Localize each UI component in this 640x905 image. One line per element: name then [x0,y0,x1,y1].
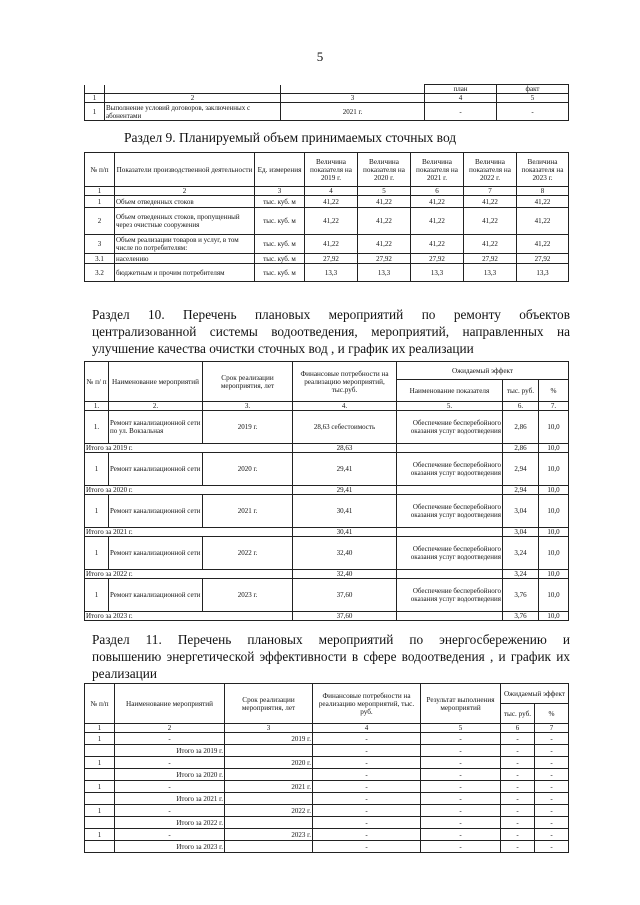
term: 2022 г. [203,537,293,570]
value: 13,3 [305,264,358,282]
empty-value: - [421,781,501,793]
value: 13,3 [411,264,464,282]
num: 5 [497,94,569,103]
table-row [85,793,569,805]
column-header: Показатели производственной деятельности [115,153,255,187]
value: 13,3 [464,264,517,282]
value: 41,22 [305,196,358,208]
table-row [85,757,569,769]
cell [85,817,115,829]
row-number: 1 [85,196,115,208]
empty-value: - [501,745,535,757]
table-row [85,208,569,235]
total-label: Итого за 2019 г. [115,745,225,757]
empty-value: - [535,817,569,829]
table-row [85,411,569,444]
total-pct: 10,0 [539,612,569,621]
total-label: Итого за 2022 г. [85,570,293,579]
cell [85,841,115,853]
empty-value: - [313,733,421,745]
table-row [85,745,569,757]
section11-table: № п/п Наименование мероприятий Срок реализации мероприятия, лет Финансовые потребности на реализацию мероприятий, тыс. руб. Результат выполнения мероприятий Ожидаемый эффект тыс. руб. % 1 2 3 4 5 6 7 1 - 2019 г. - - - - Итого за 2019 г. - - - - 1 - 2020 г. - - - - Итого за 2020 г. - - - - 1 - 2021 г. - - - - Итого за 2021 г. - - - - 1 - 2022 г. - - - - Итого за 2022 г. - - - - 1 - 2023 г. - - - - Итого за 2023 г. - - - - [84,683,569,853]
column-header: Величина показателя на 2023 г. [517,153,569,187]
value: 27,92 [358,254,411,264]
effect-thous: 2,94 [503,453,539,486]
total-label: Итого за 2023 г. [115,841,225,853]
table-row [85,254,569,264]
row-number: 1. [85,411,109,444]
column-header: Величина показателя на 2019 г. [305,153,358,187]
cell [225,745,313,757]
value: 41,22 [464,196,517,208]
table-row [85,579,569,612]
table-row [85,453,569,486]
unit: тыс. куб. м [255,196,305,208]
indicator-name: Объем отведенных стоков [115,196,255,208]
table-row [85,733,569,745]
cell [85,745,115,757]
empty-value: - [535,793,569,805]
value: 13,3 [517,264,569,282]
table-row [85,444,569,453]
empty-value: - [501,769,535,781]
measure-name: - [115,757,225,769]
unit: тыс. куб. м [255,208,305,235]
total-label: Итого за 2021 г. [85,528,293,537]
cell [85,769,115,781]
value: 41,22 [411,196,464,208]
total-thous: 3,04 [503,528,539,537]
measure-name: - [115,733,225,745]
row-number: 1 [85,495,109,528]
term: 2022 г. [225,805,313,817]
column-number: 5. [397,402,503,411]
effect-indicator: Обеспечение бесперебойного оказания услуг водоотведения [397,579,503,612]
total-finance: 30,41 [293,528,397,537]
empty-value: - [313,817,421,829]
total-label: Итого за 2020 г. [115,769,225,781]
value: 27,92 [305,254,358,264]
empty-value: - [421,817,501,829]
value: 13,3 [358,264,411,282]
column-number: 2 [115,724,225,733]
total-label: Итого за 2021 г. [115,793,225,805]
indicator-name: бюджетным и прочим потребителям [115,264,255,282]
finance: 32,40 [293,537,397,570]
table-row: 1 Выполнение условий договоров, заключенных с абонентами 2021 г. - - [85,103,569,121]
section10-table: № п/ п Наименование мероприятий Срок реализации мероприятия, лет Финансовые потребности на реализацию мероприятий, тыс.руб. Ожидаемый эффект Наименование показателя тыс. руб. % 1. 2. 3. 4. 5. 6. 7. 1. Ремонт канализационной сети по ул. Вокзальная 2019 г. 28,63 себестоимость Обеспечение бесперебойного оказания услуг водоотведения 2,86 10,0 Итого за 2019 г. 28,63 2,86 10,0 1 Ремонт канализационной сети 2020 г. 29,41 Обеспечение бесперебойного оказания услуг водоотведения 2,94 10,0 Итого за 2020 г. 29,41 2,94 10,0 1 Ремонт канализационной сети 2021 г. 30,41 Обеспечение бесперебойного оказания услуг водоотведения 3,04 10,0 Итого за 2021 г. 30,41 3,04 10,0 1 Ремонт канализационной сети 2022 г. 32,40 Обеспечение бесперебойного оказания услуг водоотведения 3,24 10,0 Итого за 2022 г. 32,40 3,24 10,0 1 Ремонт канализационной сети 2023 г. 37,60 Обеспечение бесперебойного оказания услуг водоотведения 3,76 10,0 Итого за 2023 г. 37,60 3,76 10,0 [84,361,569,621]
row-number: 1 [85,537,109,570]
column-number: 5 [421,724,501,733]
section9-title: Раздел 9. Планируемый объем принимаемых сточных вод [124,130,457,145]
unit: тыс. куб. м [255,235,305,254]
value: 27,92 [517,254,569,264]
empty-value: - [501,757,535,769]
table-row [85,486,569,495]
cell [225,841,313,853]
term: 2020 г. [225,757,313,769]
value: 41,22 [517,235,569,254]
total-label: Итого за 2019 г. [85,444,293,453]
table-row [85,235,569,254]
value: 27,92 [464,254,517,264]
unit: тыс. куб. м [255,264,305,282]
effect-pct: 10,0 [539,453,569,486]
row-number: 2 [85,208,115,235]
top-table [84,84,569,121]
column-number: 3 [225,724,313,733]
table-row [85,805,569,817]
column-number: 7 [535,724,569,733]
value: 41,22 [411,235,464,254]
empty-value: - [535,805,569,817]
value: 41,22 [464,235,517,254]
unit: тыс. куб. м [255,254,305,264]
empty-value: - [501,781,535,793]
column-number: 1 [85,187,115,196]
empty-value: - [535,733,569,745]
column-number: 7. [539,402,569,411]
term: 2021 г. [225,781,313,793]
col-fact: факт [497,85,569,94]
row-number: 1 [85,781,115,793]
cell [397,612,503,621]
empty-value: - [501,733,535,745]
value: 41,22 [358,196,411,208]
section9-table [84,152,569,282]
empty-value: - [313,769,421,781]
row-number: 3 [85,235,115,254]
column-number: 1 [85,724,115,733]
cell [397,528,503,537]
measure-name: Ремонт канализационной сети по ул. Вокзальная [109,411,203,444]
term: 2019 г. [203,411,293,444]
finance: 29,41 [293,453,397,486]
value: 41,22 [411,208,464,235]
term: 2021 г. [203,495,293,528]
cell [225,817,313,829]
table-row [85,781,569,793]
effect-thous: 2,86 [503,411,539,444]
empty-value: - [313,793,421,805]
cell [397,444,503,453]
empty-value: - [421,841,501,853]
value: 41,22 [305,208,358,235]
total-finance: 29,41 [293,486,397,495]
finance: 28,63 себестоимость [293,411,397,444]
empty-value: - [313,829,421,841]
num: 3 [281,94,425,103]
table-row [85,528,569,537]
empty-value: - [535,841,569,853]
indicator-name: населению [115,254,255,264]
value: 41,22 [464,208,517,235]
table-row [85,769,569,781]
total-finance: 28,63 [293,444,397,453]
row-number: 3.2 [85,264,115,282]
empty-value: - [313,781,421,793]
empty-value: - [535,757,569,769]
indicator-name: Объем отведенных стоков, пропущенный через очистные сооружения [115,208,255,235]
empty-value: - [421,757,501,769]
effect-thous: 3,76 [503,579,539,612]
effect-indicator: Обеспечение бесперебойного оказания услуг водоотведения [397,495,503,528]
cell [225,793,313,805]
empty-value: - [313,841,421,853]
table-row [85,612,569,621]
finance: 37,60 [293,579,397,612]
empty-value: - [535,781,569,793]
empty-value: - [501,841,535,853]
column-number: 3 [255,187,305,196]
table-row [85,537,569,570]
empty-value: - [535,745,569,757]
column-number: 1. [85,402,109,411]
column-header: Величина показателя на 2021 г. [411,153,464,187]
total-thous: 3,76 [503,612,539,621]
measure-name: - [115,781,225,793]
term: 2023 г. [203,579,293,612]
cell [85,793,115,805]
table-row [85,829,569,841]
empty-value: - [501,793,535,805]
row-number: 1 [85,579,109,612]
effect-thous: 3,04 [503,495,539,528]
empty-value: - [421,769,501,781]
term: 2020 г. [203,453,293,486]
effect-indicator: Обеспечение бесперебойного оказания услуг водоотведения [397,537,503,570]
column-number: 6 [411,187,464,196]
column-number: 2 [115,187,255,196]
empty-value: - [313,805,421,817]
table-row [85,495,569,528]
value: 41,22 [517,208,569,235]
empty-value: - [501,829,535,841]
row-number: 1 [85,829,115,841]
column-number: 4. [293,402,397,411]
empty-value: - [313,745,421,757]
empty-value: - [421,829,501,841]
table-row [85,817,569,829]
empty-value: - [501,805,535,817]
effect-pct: 10,0 [539,537,569,570]
column-header: Величина показателя на 2020 г. [358,153,411,187]
measure-name: - [115,805,225,817]
total-thous: 2,94 [503,486,539,495]
value: 41,22 [517,196,569,208]
value: 41,22 [305,235,358,254]
column-number: 6 [501,724,535,733]
total-pct: 10,0 [539,528,569,537]
effect-indicator: Обеспечение бесперебойного оказания услуг водоотведения [397,453,503,486]
empty-value: - [421,793,501,805]
section11-title: Раздел 11. Перечень плановых мероприятий по энергосбережению и повышению энергетической эффективности в сфере водоотведения , и график их реализации [92,632,570,681]
num: 1 [85,94,105,103]
empty-value: - [421,733,501,745]
total-label: Итого за 2023 г. [85,612,293,621]
value: 27,92 [411,254,464,264]
cell [397,570,503,579]
table-row [85,841,569,853]
total-label: Итого за 2020 г. [85,486,293,495]
total-pct: 10,0 [539,444,569,453]
cell [397,486,503,495]
total-finance: 37,60 [293,612,397,621]
empty-value: - [535,769,569,781]
col-plan: план [425,85,497,94]
total-pct: 10,0 [539,486,569,495]
total-thous: 3,24 [503,570,539,579]
measure-name: - [115,829,225,841]
value: 41,22 [358,208,411,235]
table-row [85,196,569,208]
effect-pct: 10,0 [539,495,569,528]
cell [225,769,313,781]
column-number: 2. [109,402,203,411]
page-number: 5 [316,49,324,64]
measure-name: Ремонт канализационной сети [109,453,203,486]
column-header: Ед. измерения [255,153,305,187]
total-pct: 10,0 [539,570,569,579]
column-header: Величина показателя на 2022 г. [464,153,517,187]
effect-thous: 3,24 [503,537,539,570]
total-finance: 32,40 [293,570,397,579]
term: 2019 г. [225,733,313,745]
column-number: 5 [358,187,411,196]
finance: 30,41 [293,495,397,528]
column-number: 8 [517,187,569,196]
num: 4 [425,94,497,103]
table-row [85,570,569,579]
num: 2 [105,94,281,103]
section10-title: Раздел 10. Перечень плановых мероприятий по ремонту объектов централизованной системы водоотведения, мероприятий, направленных на улучшение качества очистки сточных вод , и график их реализации [92,307,570,356]
column-number: 4 [305,187,358,196]
column-header: № п/п [85,153,115,187]
measure-name: Ремонт канализационной сети [109,537,203,570]
row-number: 1 [85,757,115,769]
table-row [85,264,569,282]
value: 41,22 [358,235,411,254]
empty-value: - [501,817,535,829]
effect-pct: 10,0 [539,411,569,444]
empty-value: - [535,829,569,841]
row-number: 1 [85,733,115,745]
measure-name: Ремонт канализационной сети [109,579,203,612]
column-number: 4 [313,724,421,733]
effect-pct: 10,0 [539,579,569,612]
total-thous: 2,86 [503,444,539,453]
empty-value: - [313,757,421,769]
column-number: 3. [203,402,293,411]
effect-indicator: Обеспечение бесперебойного оказания услуг водоотведения [397,411,503,444]
measure-name: Ремонт канализационной сети [109,495,203,528]
column-number: 7 [464,187,517,196]
empty-value: - [421,745,501,757]
empty-value: - [421,805,501,817]
column-number: 6. [503,402,539,411]
term: 2023 г. [225,829,313,841]
indicator-name: Объем реализации товаров и услуг, в том числе по потребителям: [115,235,255,254]
total-label: Итого за 2022 г. [115,817,225,829]
row-number: 1 [85,453,109,486]
row-number: 3.1 [85,254,115,264]
row-number: 1 [85,805,115,817]
